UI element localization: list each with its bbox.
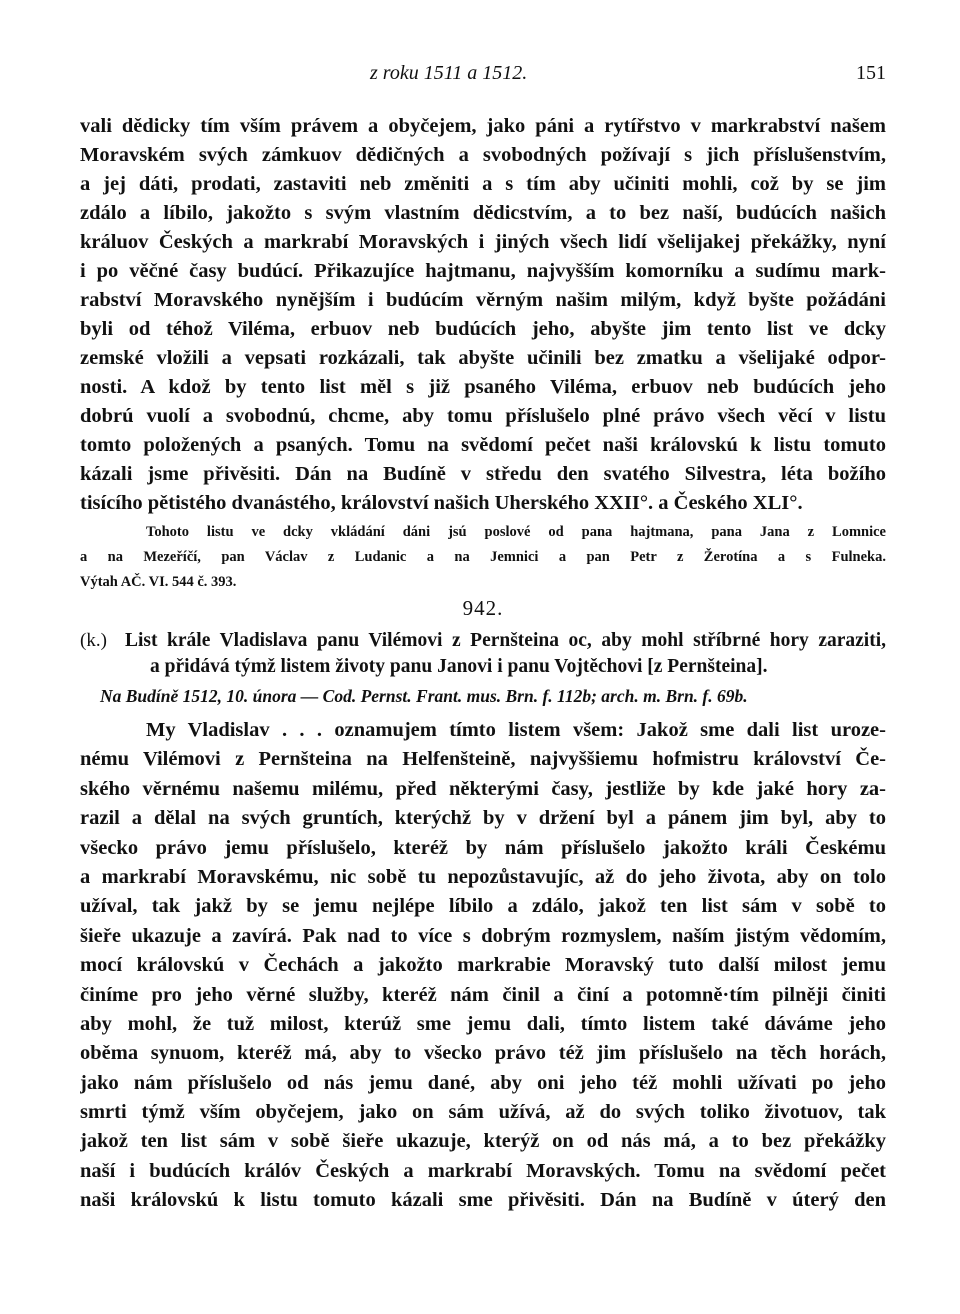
source-citation: Na Budíně 1512, 10. února — Cod. Pernst. Frant. mus. Brn. f. 112b; arch. m. Brn. f. 69b. xyxy=(100,686,748,706)
document-regest xyxy=(80,628,886,680)
text-line: kázali jsme přivěsiti. Dán na Budíně v středu den svatého Silvestra, léta božího xyxy=(80,463,886,485)
text-line: vali dědicky tím vším právem a obyčejem, jako páni a rytířstvo v markrabství našem xyxy=(80,115,886,137)
regest-line: a přidává týmž listem životy panu Janovi i panu Vojtěchovi [z Pernšteina]. xyxy=(150,656,768,677)
charter-line: činíme pro jeho věrné služby, kteréž nám činil a činí a potomně·tím pilněji činiti xyxy=(80,983,886,1006)
text-line: byli od téhož Viléma, erbuov neb budúcích jeho, abyšte jim tento list ve dcky xyxy=(80,318,886,340)
regest-line: List krále Vladislava panu Vilémovi z Pernšteina oc, aby mohl stříbrné hory zaraziti, xyxy=(125,630,886,651)
charter-line: smrti týmž vším obyčejem, jako on sám užívá, až do svých toliko životuov, tak xyxy=(80,1101,886,1124)
charter-line: mocí královskú v Čechách a jakožto markrabie Moravský tuto další milost jemu xyxy=(80,954,886,977)
charter-line: jakož ten list sám v sobě šieře ukazuje, kterýž on od nás má, a to bez překážky xyxy=(80,1130,886,1153)
charter-line: aby mohl, že tuž milost, kterúž sme jemu dali, tímto listem také dáváme jeho xyxy=(80,1012,886,1035)
charter-line: užíval, tak jakž by se jemu nejlépe líbilo a zdálo, jakož ten list sám v sobě to xyxy=(80,895,886,918)
text-line: dobrú vuolí a svobodnú, chcme, aby tomu příslušelo plné právo všech věcí v listu xyxy=(80,405,886,427)
charter-line: ského věrnému našemu milému, před některými časy, jestliže by kde jaké hory za- xyxy=(80,777,886,800)
text-line: tomto položených a psaných. Tomu na svědomí pečet naši královskú k listu tomuto xyxy=(80,434,886,456)
text-line: zemské vložili a vepsati rozkázali, tak abyšte učinili bez zmatku a všelijaké odpor- xyxy=(80,347,886,369)
charter-line: a markrabí Moravskému, nic sobě tu nepozůstavujíc, až do jeho života, aby on tolo xyxy=(80,865,886,888)
text-line: zdálo a líbilo, jakožto s svým vlastním dědicstvím, a to bez naší, budúcích našich xyxy=(80,202,886,224)
charter-line: jako nám příslušelo od nás jemu dané, aby oni jeho též mohli užívati po jeho xyxy=(80,1071,886,1094)
text-line: králuov Českých a markrabí Moravských i jiných všech lidí všelijakej překážky, nyní xyxy=(80,231,886,253)
charter-line: naši královskú k listu tomuto kázali sme přivěsiti. Dán na Budíně v úterý den xyxy=(80,1189,886,1212)
charter-line: šieře ukazuje a zavírá. Pak nad to více s dobrým rozmyslem, naším jistým vědomím, xyxy=(80,924,886,947)
continued-charter-text xyxy=(80,112,886,518)
note-line: Tohoto listu ve dcky vkládání dáni jsú poslové od pana hajtmana, pana Jana z Lomnice xyxy=(146,524,886,540)
text-line: tisícího pětistého dvanástého, království našich Uherského XXII°. a Českého XLI°. xyxy=(80,492,803,514)
charter-line: oběma synuom, kteréž má, aby to všecko právo též jim příslušelo na těch horách, xyxy=(80,1042,886,1065)
note-line: a na Mezeříčí, pan Václav z Ludanic a na Jemnici a pan Petr z Žerotína a s Fulneka. xyxy=(80,549,886,565)
text-line: i po věčné časy budúcí. Přikazujíce hajtmanu, najvyšším komorníku a sudímu mark- xyxy=(80,260,886,282)
charter-line: My Vladislav . . . oznamujem tímto listem všem: Jakož sme dali list urozе- xyxy=(146,719,886,741)
charter-line: nému Vilémovi z Pernšteina na Helfenšteině, najvyššiemu hofmistru království Če- xyxy=(80,748,886,771)
text-line: a jej dáti, prodati, zastaviti neb změniti a s tím aby učiniti mohli, což by se jim xyxy=(80,173,886,195)
text-line: rabství Moravského nynějším i budúcím věrným našim milým, když byšte požádáni xyxy=(80,289,886,311)
text-line: nosti. A kdož by tento list měl s již psaného Viléma, erbuov neb budúcích jeho xyxy=(80,376,886,398)
editorial-note xyxy=(80,520,886,595)
note-line: Výtah AČ. VI. 544 č. 393. xyxy=(80,574,237,590)
running-title: z roku 1511 a 1512. xyxy=(370,62,528,84)
text-line: Moravském svých zámkuov dědičných a svobodných požívají s jich příslušenstvím, xyxy=(80,144,886,166)
page-number: 151 xyxy=(856,62,886,84)
page-header xyxy=(80,62,886,88)
document-number: 942. xyxy=(462,596,504,620)
charter-line: razil a dělal na svých gruntích, kterýchž by v držení byl a pánem jim byl, aby to xyxy=(80,807,886,830)
charter-text xyxy=(80,716,886,1216)
charter-line: všecko právo jemu příslušelo, kteréž by nám příslušelo jakožto králi Českému xyxy=(80,836,886,859)
charter-line: naší i budúcích králóv Českých a markrabí Moravských. Tomu na svědomí pečet xyxy=(80,1159,886,1182)
regest-mark: (k.) xyxy=(80,630,107,651)
